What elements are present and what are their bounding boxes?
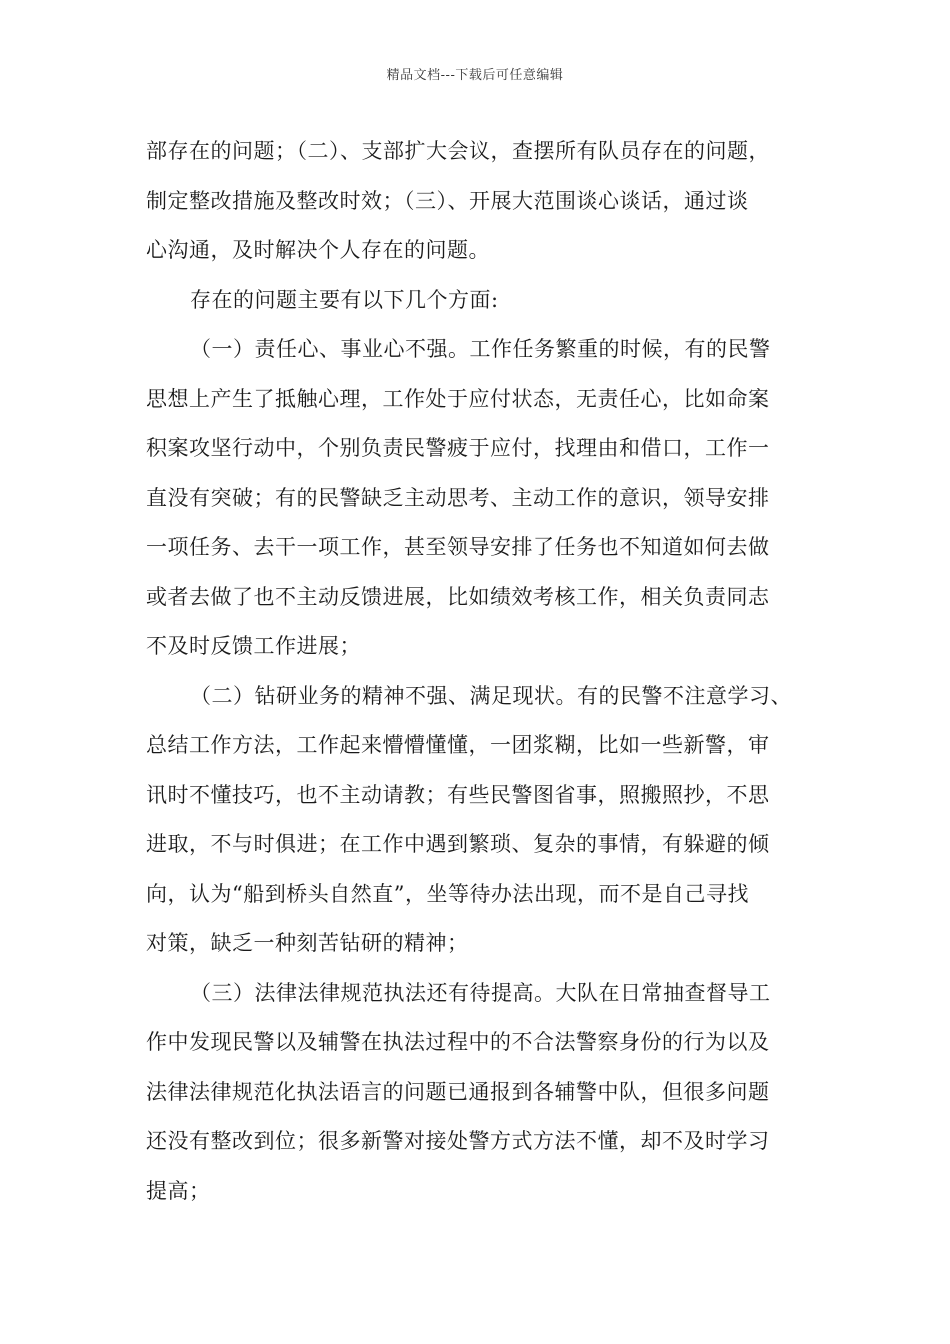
document-body <box>146 127 811 1216</box>
text-line: 思想上产生了抵触心理，工作处于应付状态，无责任心，比如命案 <box>146 386 770 411</box>
text-line: 法律法律规范化执法语言的问题已通报到各辅警中队，但很多问题 <box>146 1079 770 1104</box>
text-line: 制定整改措施及整改时效；（三）、开展大范围谈心谈话，通过谈 <box>146 188 749 213</box>
text-line: 不及时反馈工作进展； <box>146 634 361 658</box>
page-header: 精品文档---下载后可任意编辑 <box>386 68 564 83</box>
text-line: 对策，缺乏一种刻苦钻研的精神； <box>146 931 469 955</box>
section-one-heading-line: （一）责任心、事业心不强。工作任务繁重的时候，有的民警 <box>190 337 771 361</box>
text-line: 讯时不懂技巧，也不主动请教；有些民警图省事，照搬照抄，不思 <box>146 782 770 807</box>
section-three-heading-line: （三）法律法律规范执法还有待提高。大队在日常抽查督导工 <box>190 980 771 1005</box>
text-line: 一项任务、去干一项工作，甚至领导安排了任务也不知道如何去做 <box>146 535 770 559</box>
text-line: 心沟通，及时解决个人存在的问题。 <box>146 238 490 262</box>
text-line: 部存在的问题；（二）、支部扩大会议，查摆所有队员存在的问题， <box>146 139 770 163</box>
text-line: 向，认为“船到桥头自然直”，坐等待办法出现，而不是自己寻找 <box>146 881 749 906</box>
section-two-heading-line: （二）钻研业务的精神不强、满足现状。有的民警不注意学习、 <box>190 683 792 708</box>
text-line: 积案攻坚行动中，个别负责民警疲于应付，找理由和借口，工作一 <box>146 436 770 460</box>
text-line: 作中发现民警以及辅警在执法过程中的不合法警察身份的行为以及 <box>146 1030 770 1054</box>
text-line: 直没有突破；有的民警缺乏主动思考、主动工作的意识，领导安排 <box>146 485 770 510</box>
text-line: 还没有整改到位；很多新警对接处警方式方法不懂，却不及时学习 <box>146 1129 770 1153</box>
text-line: 提高； <box>146 1178 211 1203</box>
paragraph-intro: 存在的问题主要有以下几个方面: <box>190 287 499 312</box>
text-line: 总结工作方法，工作起来懵懵懂懂，一团浆糊，比如一些新警，审 <box>146 733 770 757</box>
text-line: 进取，不与时俱进；在工作中遇到繁琐、复杂的事情，有躲避的倾 <box>146 832 770 856</box>
text-line: 或者去做了也不主动反馈进展，比如绩效考核工作，相关负责同志 <box>146 584 770 609</box>
